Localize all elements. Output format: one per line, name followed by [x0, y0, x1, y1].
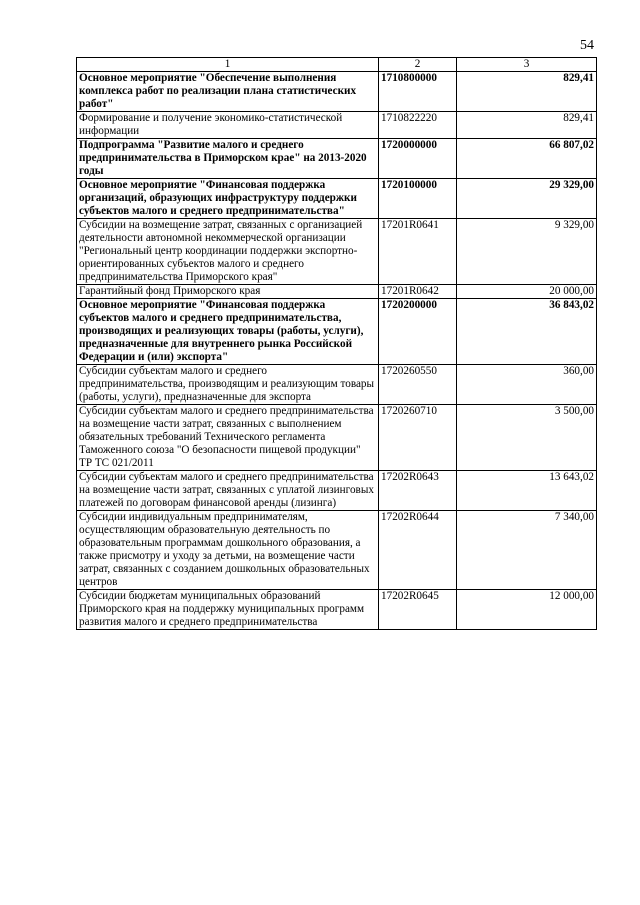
budget-table	[76, 57, 597, 630]
column-header-1: 1	[77, 58, 379, 72]
row-name: Субсидии субъектам малого и среднего предпринимательства на возмещение части затрат, связанных с выполнением обязательных требований Технического регламента Таможенного союза "О безопасности пищевой продукции" ТР ТС 021/2011	[77, 405, 379, 471]
row-amount: 29 329,00	[457, 179, 597, 219]
table-header-row	[77, 58, 597, 72]
row-code: 1710800000	[379, 72, 457, 112]
table-row	[77, 179, 597, 219]
row-amount: 36 843,02	[457, 299, 597, 365]
column-header-2: 2	[379, 58, 457, 72]
row-code: 1720200000	[379, 299, 457, 365]
row-name: Субсидии субъектам малого и среднего предпринимательства, производящим и реализующим товары (работы, услуги), предназначенные для экспорта	[77, 365, 379, 405]
row-code: 17201R0642	[379, 285, 457, 299]
table-row	[77, 72, 597, 112]
row-amount: 13 643,02	[457, 471, 597, 511]
row-name: Подпрограмма "Развитие малого и среднего предпринимательства в Приморском крае" на 2013-2020 годы	[77, 139, 379, 179]
row-name: Субсидии на возмещение затрат, связанных с организацией деятельности автономной некоммерческой организации "Региональный центр координации поддержки экспортно-ориентированных субъектов малого и среднего предпринимательства Приморского края"	[77, 219, 379, 285]
table-row	[77, 590, 597, 630]
row-code: 1720260550	[379, 365, 457, 405]
table-row	[77, 405, 597, 471]
row-name: Основное мероприятие "Финансовая поддержка субъектов малого и среднего предпринимательства, производящих и реализующих товары (работы, услуги), предназначенные для внутреннего рынка Российской Федерации и (или) экспорта"	[77, 299, 379, 365]
row-amount: 9 329,00	[457, 219, 597, 285]
row-name: Основное мероприятие "Обеспечение выполнения комплекса работ по реализации плана статистических работ"	[77, 72, 379, 112]
row-code: 1720260710	[379, 405, 457, 471]
row-name: Основное мероприятие "Финансовая поддержка организаций, образующих инфраструктуру поддержки субъектов малого и среднего предпринимательства"	[77, 179, 379, 219]
row-amount: 3 500,00	[457, 405, 597, 471]
row-amount: 66 807,02	[457, 139, 597, 179]
row-code: 17202R0644	[379, 511, 457, 590]
row-amount: 360,00	[457, 365, 597, 405]
row-code: 17202R0643	[379, 471, 457, 511]
table-row	[77, 471, 597, 511]
row-name: Субсидии бюджетам муниципальных образований Приморского края на поддержку муниципальных программ развития малого и среднего предпринимательства	[77, 590, 379, 630]
row-name: Формирование и получение экономико-статистической информации	[77, 112, 379, 139]
row-name: Гарантийный фонд Приморского края	[77, 285, 379, 299]
row-code: 17202R0645	[379, 590, 457, 630]
table-row	[77, 511, 597, 590]
table-row	[77, 139, 597, 179]
table-row	[77, 285, 597, 299]
row-amount: 7 340,00	[457, 511, 597, 590]
row-code: 17201R0641	[379, 219, 457, 285]
row-amount: 829,41	[457, 72, 597, 112]
table-row	[77, 219, 597, 285]
table-row	[77, 299, 597, 365]
row-amount: 829,41	[457, 112, 597, 139]
row-code: 1720000000	[379, 139, 457, 179]
page-number: 54	[580, 38, 594, 53]
column-header-3: 3	[457, 58, 597, 72]
row-name: Субсидии субъектам малого и среднего предпринимательства на возмещение части затрат, связанных с уплатой лизинговых платежей по договорам финансовой аренды (лизинга)	[77, 471, 379, 511]
table-row	[77, 112, 597, 139]
row-code: 1720100000	[379, 179, 457, 219]
row-amount: 20 000,00	[457, 285, 597, 299]
table-row	[77, 365, 597, 405]
row-amount: 12 000,00	[457, 590, 597, 630]
row-name: Субсидии индивидуальным предпринимателям, осуществляющим образовательную деятельность по образовательным программам дошкольного образования, а также присмотру и уходу за детьми, на возмещение части затрат, связанных с созданием дошкольных образовательных центров	[77, 511, 379, 590]
row-code: 1710822220	[379, 112, 457, 139]
